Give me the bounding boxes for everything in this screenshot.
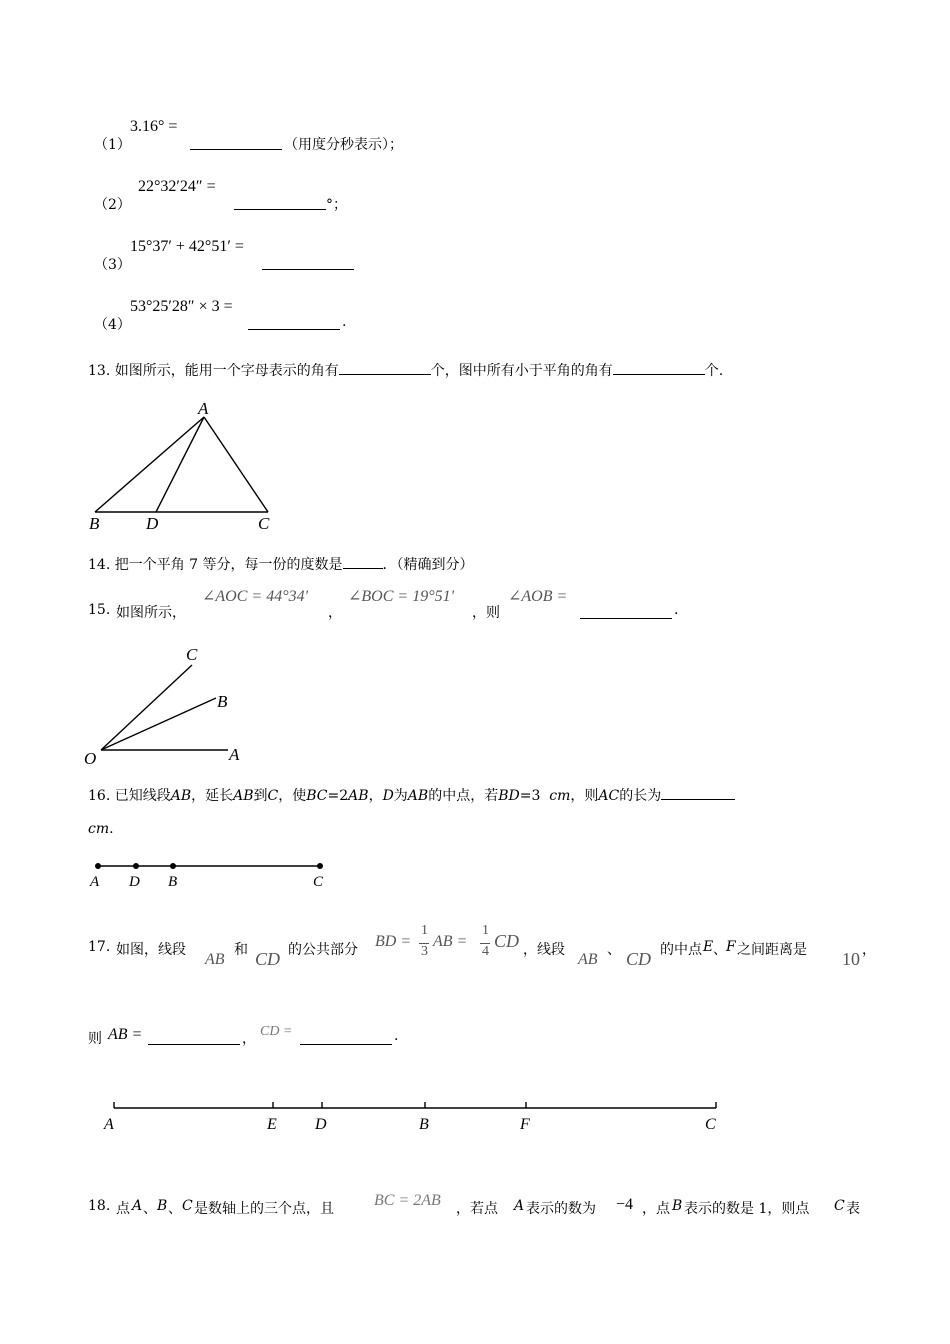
question-number: 16. xyxy=(88,788,111,804)
segment-figure-q17 xyxy=(100,1096,730,1136)
question-number: 18. xyxy=(88,1198,111,1214)
math: cm xyxy=(549,788,571,804)
frac-den: 4 xyxy=(482,944,489,959)
question-16 xyxy=(88,785,735,805)
item-number: （3） xyxy=(94,257,131,273)
item-3 xyxy=(94,238,494,274)
text: 已知线段 xyxy=(114,788,171,804)
item-formula: 15°37′ + 42°51′ = xyxy=(130,238,244,255)
math: AB = xyxy=(108,1026,143,1043)
math: BD xyxy=(498,788,520,804)
answer-blank[interactable] xyxy=(339,360,431,375)
point-label-f: F xyxy=(520,1116,530,1133)
text: ， xyxy=(862,942,876,958)
question-end: . xyxy=(394,1028,399,1044)
text: 如图，线段 xyxy=(116,942,186,958)
question-17 xyxy=(88,925,888,975)
text: 的公共部分 xyxy=(288,942,358,958)
point-label-b: B xyxy=(89,514,100,533)
text: ，线段 xyxy=(523,942,565,958)
item-suffix: °； xyxy=(326,197,347,213)
item-suffix: . xyxy=(342,314,347,330)
math: −4 xyxy=(616,1196,634,1213)
text: ，使 xyxy=(278,788,307,804)
point-label-a: A xyxy=(198,399,209,418)
answer-blank[interactable] xyxy=(248,315,340,330)
math: CD xyxy=(494,931,520,951)
item-number: （2） xyxy=(94,197,131,213)
text: ，点 xyxy=(642,1201,670,1217)
item-formula: 53°25′28″ × 3 = xyxy=(130,298,233,315)
text: 和 xyxy=(234,942,248,958)
math: F xyxy=(726,939,736,955)
question-13 xyxy=(88,360,723,380)
question-16-line2 xyxy=(88,821,114,837)
unit: cm xyxy=(88,821,110,837)
text: 表示的数是 1，则点 xyxy=(684,1201,810,1217)
math: B xyxy=(672,1198,683,1214)
formula-aob: ∠AOB = xyxy=(508,588,568,605)
math: C xyxy=(182,1198,193,1214)
point-label-a: A xyxy=(229,745,240,764)
text: ，则 xyxy=(570,788,599,804)
angle-figure xyxy=(80,640,270,770)
text: ，若点 xyxy=(456,1201,498,1217)
formula-boc: ∠BOC = 19°51′ xyxy=(348,588,455,605)
item-formula: 3.16° = xyxy=(130,118,178,135)
item-number: （4） xyxy=(94,317,131,333)
question-text: ，则 xyxy=(472,605,500,621)
answer-blank[interactable] xyxy=(300,1030,392,1045)
math: BD = xyxy=(375,933,412,950)
question-number: 13. xyxy=(88,363,111,379)
math: CD = xyxy=(260,1024,293,1039)
question-17-line2 xyxy=(88,1022,488,1052)
answer-blank[interactable] xyxy=(661,785,735,800)
question-text: 个，图中所有小于平角的角有 xyxy=(430,363,613,379)
math: AB xyxy=(170,788,192,804)
point-label-d: D xyxy=(146,514,159,533)
math: B xyxy=(157,1198,168,1214)
question-number: 17. xyxy=(88,939,111,955)
text: =2 xyxy=(327,788,349,804)
question-text: 个. xyxy=(704,363,724,379)
point-label-d: D xyxy=(129,874,140,890)
text: 、 xyxy=(713,942,727,958)
text: ， xyxy=(368,788,383,804)
text: 、 xyxy=(607,942,621,958)
math: D xyxy=(382,788,394,804)
text: 的中点，若 xyxy=(428,788,499,804)
formula-aoc: ∠AOC = 44°34′ xyxy=(202,588,309,605)
point-label-b: B xyxy=(419,1116,429,1133)
question-text: ．（精确到分） xyxy=(382,557,474,573)
text: 到 xyxy=(253,788,268,804)
math: AB xyxy=(233,788,254,804)
text: 点 xyxy=(116,1201,130,1217)
answer-blank[interactable] xyxy=(148,1030,240,1045)
math: BC xyxy=(306,788,328,804)
math: AB xyxy=(348,788,369,804)
text: =3 xyxy=(519,788,550,804)
math: AB = xyxy=(433,933,468,950)
math: 10 xyxy=(842,949,860,969)
point-label-c: C xyxy=(313,874,324,890)
point-label-c: C xyxy=(258,514,270,533)
math: AB xyxy=(578,951,598,968)
question-text: 把一个平角 7 等分，每一份的度数是 xyxy=(114,557,343,573)
question-18 xyxy=(88,1190,888,1220)
frac-den: 3 xyxy=(421,944,428,959)
math: AB xyxy=(205,951,225,968)
math: AC xyxy=(598,788,620,804)
question-end: . xyxy=(674,602,679,618)
text: 的长为 xyxy=(619,788,662,804)
question-number: 15. xyxy=(88,602,111,618)
point-label-c: C xyxy=(186,645,198,664)
math: CD xyxy=(255,949,281,969)
item-1 xyxy=(94,118,494,154)
question-14 xyxy=(88,554,474,574)
item-suffix: （用度分秒表示）； xyxy=(284,137,403,153)
point-label-o: O xyxy=(84,749,97,768)
math: CD xyxy=(626,949,652,969)
text: ， xyxy=(242,1031,256,1047)
answer-blank[interactable] xyxy=(190,135,282,150)
item-formula: 22°32′24″ = xyxy=(138,178,216,195)
question-number: 14. xyxy=(88,557,111,573)
math: A xyxy=(132,1198,143,1214)
answer-blank[interactable] xyxy=(613,360,705,375)
frac-num: 1 xyxy=(421,923,428,938)
item-number: （1） xyxy=(94,137,131,153)
separator: ， xyxy=(328,605,342,621)
math: C xyxy=(267,788,279,804)
text: 之间距离是 xyxy=(737,942,807,958)
point-label-a: A xyxy=(104,1116,114,1133)
text: 、 xyxy=(143,1201,157,1217)
math: E xyxy=(703,939,714,955)
question-text: 如图所示，能用一个字母表示的角有 xyxy=(114,363,339,379)
text: 表 xyxy=(846,1201,860,1217)
point-label-c: C xyxy=(705,1116,716,1133)
question-15 xyxy=(88,584,788,624)
text: 表示的数为 xyxy=(526,1201,596,1217)
point-label-a: A xyxy=(90,874,100,890)
point-label-e: E xyxy=(267,1116,277,1133)
text: 则 xyxy=(88,1031,102,1047)
triangle-figure xyxy=(80,395,290,535)
frac-num: 1 xyxy=(482,923,489,938)
answer-blank[interactable] xyxy=(234,195,326,210)
item-2 xyxy=(94,178,494,214)
item-4 xyxy=(94,298,494,334)
math: C xyxy=(834,1198,845,1214)
math: A xyxy=(514,1198,525,1214)
answer-blank[interactable] xyxy=(580,604,672,619)
text: 的中点 xyxy=(660,942,702,958)
math: AB xyxy=(407,788,429,804)
question-text: 如图所示， xyxy=(116,605,186,621)
answer-blank[interactable] xyxy=(343,554,383,569)
point-label-d: D xyxy=(315,1116,327,1133)
text: 为 xyxy=(393,788,408,804)
segment-figure xyxy=(84,856,334,892)
text: 是数轴上的三个点，且 xyxy=(194,1201,334,1217)
point-label-b: B xyxy=(168,874,178,890)
point-label-b: B xyxy=(217,692,228,711)
answer-blank[interactable] xyxy=(262,255,354,270)
question-end: . xyxy=(109,821,114,837)
text: ，延长 xyxy=(191,788,234,804)
text: 、 xyxy=(168,1201,182,1217)
math: BC = 2AB xyxy=(374,1192,441,1209)
